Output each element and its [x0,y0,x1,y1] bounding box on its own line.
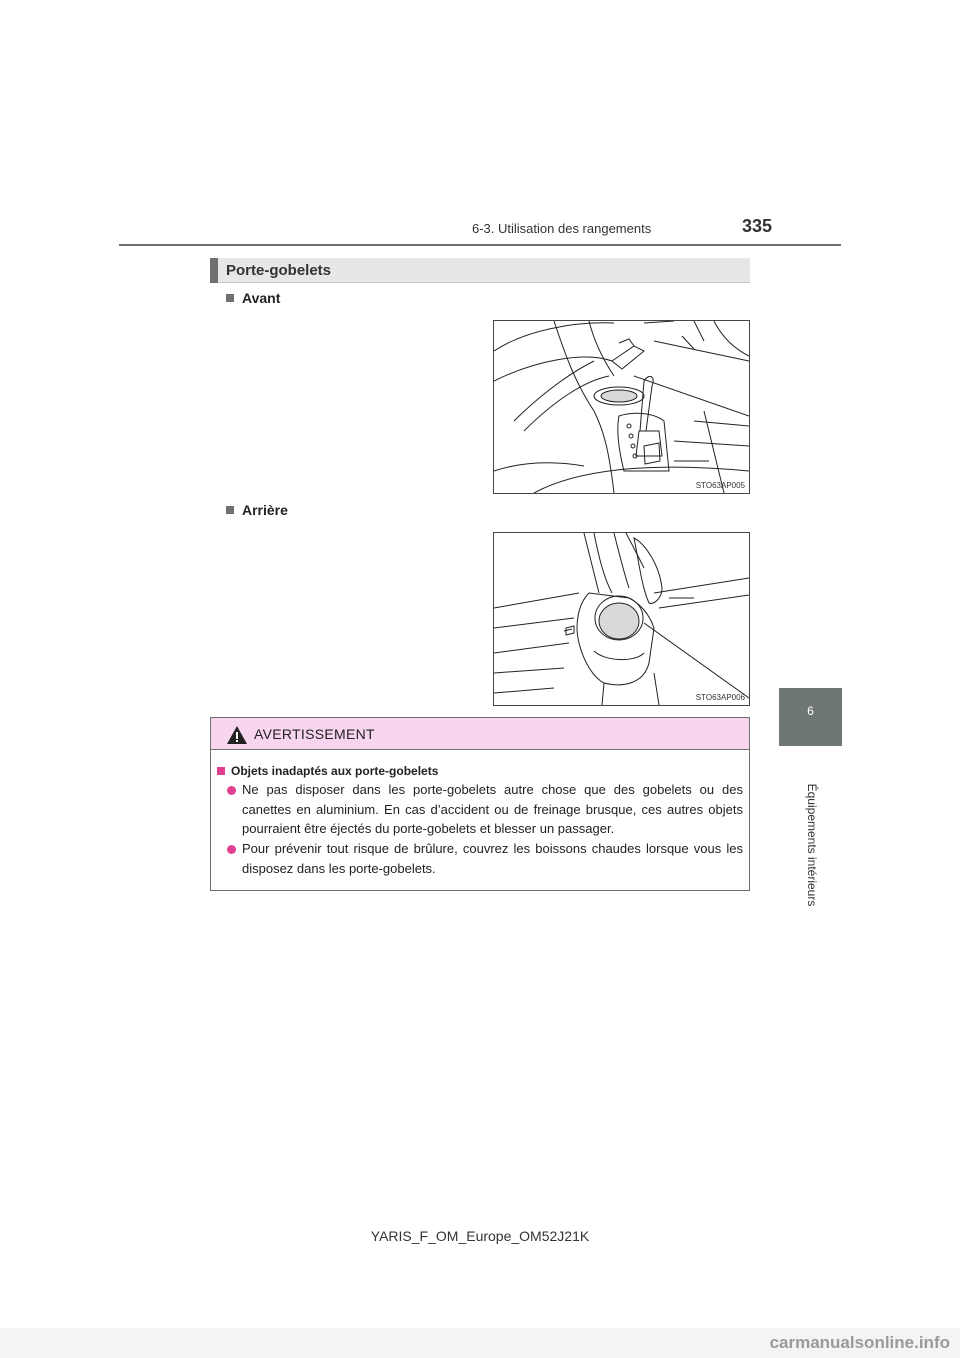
warning-triangle-icon [226,725,248,750]
warning-bullet-text: Pour prévenir tout risque de brûlure, couvrez les boissons chaudes lorsque vous les disposez dans les porte-gobelets. [242,841,743,876]
subsection-heading-rear [226,502,288,518]
square-bullet-icon [217,767,225,775]
header-section-title: 6-3. Utilisation des rangements [472,221,652,236]
warning-item-title-text: Objets inadaptés aux porte-gobelets [231,764,439,778]
subsection-heading-text: Arrière [242,502,288,518]
watermark-text[interactable]: carmanualsonline.info [769,1333,950,1352]
section-title-accent [210,258,218,283]
chapter-tab-number: 6 [807,704,814,718]
footer-doc-id: YARIS_F_OM_Europe_OM52J21K [370,1228,590,1244]
figure-code: STO63AP006 [695,693,745,702]
front-cup-holder-illustration [493,320,750,494]
page-number: 335 [742,216,773,236]
subsection-heading-front [226,290,280,306]
warning-title: AVERTISSEMENT [254,726,375,742]
warning-bullet-text: Ne pas disposer dans les porte-gobelets autre chose que des gobelets ou des canettes en aluminium. En cas d’accident ou de freinage brusque, ces autres objets pourraient être éjectés du porte-gobelets et blesser un passager. [242,782,743,836]
warning-item-title [217,764,438,778]
front-console-drawing [494,321,749,493]
rear-cup-holder-illustration [493,532,750,706]
circle-bullet-icon [227,845,236,854]
rear-console-drawing [494,533,749,705]
circle-bullet-icon [227,786,236,795]
figure-code: STO63AP005 [695,481,745,490]
chapter-tab-label: Équipements intérieurs [805,783,819,907]
section-title: Porte-gobelets [226,262,332,279]
header-rule [119,244,841,246]
subsection-heading-text: Avant [242,290,281,306]
square-bullet-icon [226,506,234,514]
square-bullet-icon [226,294,234,302]
